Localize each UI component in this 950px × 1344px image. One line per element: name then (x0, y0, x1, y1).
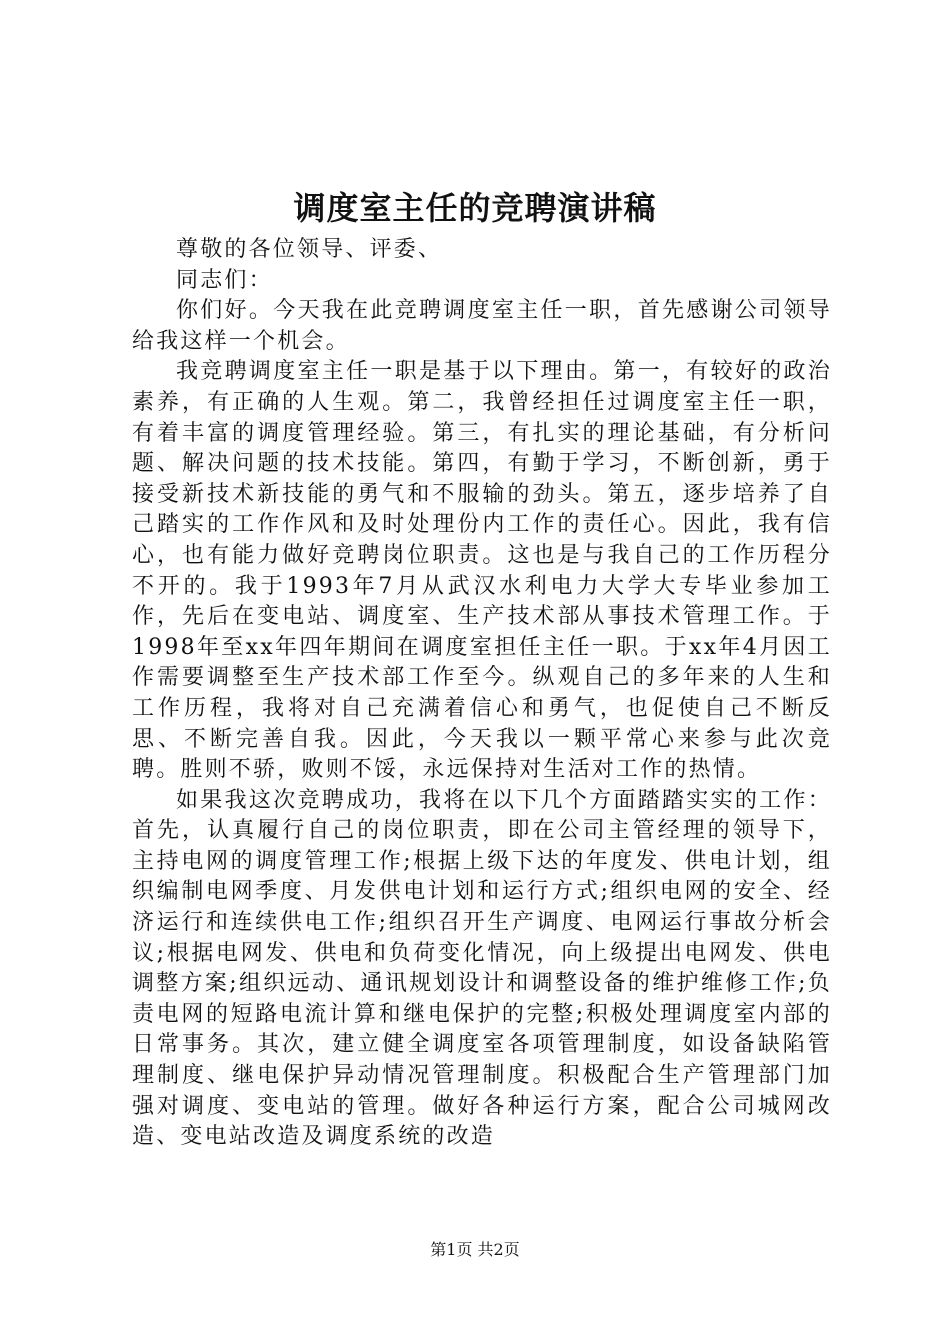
salutation-line-2: 同志们： (176, 267, 273, 293)
document-body (132, 235, 832, 1153)
paragraph-plans: 如果我这次竞聘成功，我将在以下几个方面踏踏实实的工作：首先，认真履行自己的岗位职责，即在公司主管经理的领导下，主持电网的调度管理工作;根据上级下达的年度发、供电计划，组织编制电网季度、月发供电计划和运行方式;组织电网的安全、经济运行和连续供电工作;组织召开生产调度、电网运行事故分析会议;根据电网发、供电和负荷变化情况，向上级提出电网发、供电调整方案;组织远动、通讯规划设计和调整设备的维护维修工作;负责电网的短路电流计算和继电保护的完整;积极处理调度室内部的日常事务。其次，建立健全调度室各项管理制度，如设备缺陷管理制度、继电保护异动情况管理制度。积极配合生产管理部门加强对调度、变电站的管理。做好各种运行方案，配合公司城网改造、变电站改造及调度系统的改造 (132, 787, 832, 1150)
document-title: 调度室主任的竞聘演讲稿 (293, 189, 657, 227)
salutation-line-1: 尊敬的各位领导、评委、 (176, 237, 443, 262)
paragraph-reasons: 我竞聘调度室主任一职是基于以下理由。第一，有较好的政治素养，有正确的人生观。第二，我曾经担任过调度室主任一职，有着丰富的调度管理经验。第三，有扎实的理论基础，有分析问题、解决问题的技术技能。第四，有勤于学习，不断创新，勇于接受新技术新技能的勇气和不服输的劲头。第五，逐步培养了自己踏实的工作作风和及时处理份内工作的责任心。因此，我有信心，也有能力做好竞聘岗位职责。这也是与我自己的工作历程分不开的。我于1993年7月从武汉水利电力大学大专毕业参加工作，先后在变电站、调度室、生产技术部从事技术管理工作。于1998年至xx年四年期间在调度室担任主任一职。于xx年4月因工作需要调整至生产技术部工作至今。纵观自己的多年来的人生和工作历程，我将对自己充满着信心和勇气，也促使自己不断反思、不断完善自我。因此，今天我以一颗平常心来参与此次竞聘。胜则不骄，败则不馁，永远保持对生活对工作的热情。 (132, 359, 832, 783)
page-footer: 第1页 共2页 (430, 1240, 520, 1259)
paragraph-greeting: 你们好。今天我在此竞聘调度室主任一职，首先感谢公司领导给我这样一个机会。 (132, 298, 832, 354)
